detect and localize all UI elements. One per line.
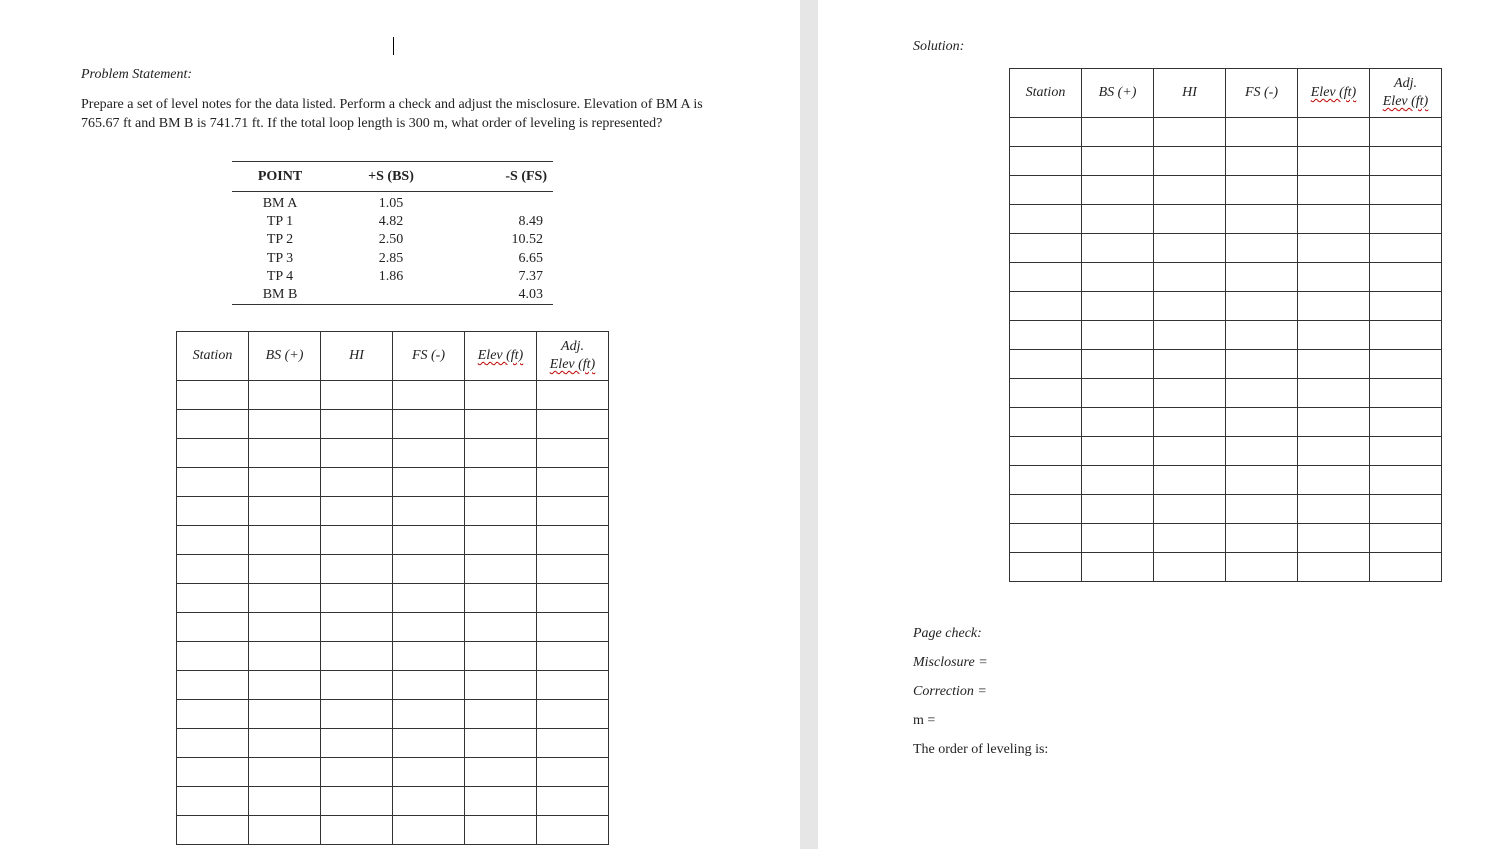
backsight-cell: 4.82	[378, 214, 404, 230]
grid-cell[interactable]	[321, 816, 393, 845]
grid-cell[interactable]	[465, 642, 537, 671]
grid-cell[interactable]	[1226, 379, 1298, 408]
grid-cell[interactable]	[465, 729, 537, 758]
grid-header-elev-text: Elev (ft)	[477, 348, 524, 363]
grid-cell[interactable]	[537, 700, 609, 729]
grid-cell[interactable]	[1010, 495, 1082, 524]
order-of-leveling-label: The order of leveling is:	[913, 742, 1049, 757]
grid-row	[177, 468, 609, 497]
backsight-cell: 2.50	[378, 232, 404, 248]
table-row	[232, 268, 553, 286]
grid-cell[interactable]	[1154, 234, 1226, 263]
grid-row	[177, 497, 609, 526]
grid-cell[interactable]	[465, 584, 537, 613]
grid-cell[interactable]	[249, 555, 321, 584]
grid-cell[interactable]	[1226, 234, 1298, 263]
grid-cell[interactable]	[1010, 147, 1082, 176]
grid-cell[interactable]	[249, 613, 321, 642]
grid-row	[1010, 437, 1442, 466]
grid-cell[interactable]	[465, 671, 537, 700]
grid-cell[interactable]	[465, 468, 537, 497]
grid-cell[interactable]	[1226, 292, 1298, 321]
grid-cell[interactable]	[1082, 147, 1154, 176]
grid-cell[interactable]	[1226, 263, 1298, 292]
misclosure-label: Misclosure =	[913, 655, 988, 670]
correction-label: Correction =	[913, 684, 987, 699]
grid-cell[interactable]	[1010, 379, 1082, 408]
grid-cell[interactable]	[321, 584, 393, 613]
grid-cell[interactable]	[393, 671, 465, 700]
grid-cell[interactable]	[1298, 205, 1370, 234]
grid-cell[interactable]	[1226, 466, 1298, 495]
grid-cell[interactable]	[249, 410, 321, 439]
grid-cell[interactable]	[537, 758, 609, 787]
grid-cell[interactable]	[1370, 176, 1442, 205]
grid-header-row	[177, 332, 609, 381]
grid-cell[interactable]	[1298, 350, 1370, 379]
grid-cell[interactable]	[393, 613, 465, 642]
grid-cell[interactable]	[465, 613, 537, 642]
grid-row	[177, 613, 609, 642]
grid-cell[interactable]	[321, 439, 393, 468]
grid-cell[interactable]	[1370, 205, 1442, 234]
grid-cell[interactable]	[1010, 553, 1082, 582]
grid-cell[interactable]	[537, 526, 609, 555]
grid-cell[interactable]	[1226, 524, 1298, 553]
grid-cell[interactable]	[1010, 321, 1082, 350]
grid-cell[interactable]	[1370, 408, 1442, 437]
table-row	[232, 250, 553, 268]
grid-cell[interactable]	[1010, 408, 1082, 437]
grid-cell[interactable]	[1154, 263, 1226, 292]
grid-row	[177, 700, 609, 729]
table-row	[232, 286, 553, 305]
grid-cell[interactable]	[177, 758, 249, 787]
grid-cell[interactable]	[537, 729, 609, 758]
grid-cell[interactable]	[393, 468, 465, 497]
grid-cell[interactable]	[1370, 524, 1442, 553]
grid-cell[interactable]	[1298, 147, 1370, 176]
backsight-cell: 1.05	[378, 196, 404, 211]
grid-row	[177, 410, 609, 439]
grid-header-elev[interactable]	[465, 332, 537, 381]
grid-cell[interactable]	[465, 787, 537, 816]
grid-cell[interactable]	[1082, 118, 1154, 147]
table-row	[232, 192, 553, 214]
grid-cell[interactable]	[1082, 321, 1154, 350]
grid-cell[interactable]	[393, 584, 465, 613]
problem-statement-text[interactable]: Prepare a set of level notes for the data listed. Perform a check and adjust the misclosure. Elevation of BM A is 765.67 ft and BM B is 741.71 ft. If the total loop length is 300 m, what order of leveling is represented?	[81, 97, 703, 131]
foresight-cell: 10.52	[511, 232, 543, 248]
grid-cell[interactable]	[1298, 263, 1370, 292]
grid-cell[interactable]	[537, 584, 609, 613]
grid-cell[interactable]	[321, 787, 393, 816]
grid-cell[interactable]	[1010, 350, 1082, 379]
foresight-cell	[454, 192, 553, 214]
backsight-cell: 1.86	[378, 269, 404, 285]
grid-cell[interactable]	[321, 729, 393, 758]
grid-cell[interactable]	[1154, 205, 1226, 234]
grid-header-hi[interactable]: HI	[1154, 69, 1226, 118]
grid-cell[interactable]	[1154, 176, 1226, 205]
grid-cell[interactable]	[1010, 437, 1082, 466]
grid-cell[interactable]	[393, 526, 465, 555]
grid-cell[interactable]	[177, 439, 249, 468]
grid-row	[177, 555, 609, 584]
grid-cell[interactable]	[249, 497, 321, 526]
grid-row	[1010, 263, 1442, 292]
grid-header-station[interactable]: Station	[177, 332, 249, 381]
grid-cell[interactable]	[465, 526, 537, 555]
grid-cell[interactable]	[1010, 176, 1082, 205]
grid-cell[interactable]	[1370, 379, 1442, 408]
grid-cell[interactable]	[321, 381, 393, 410]
grid-cell[interactable]	[1154, 466, 1226, 495]
grid-cell[interactable]	[537, 816, 609, 845]
foresight-cell: 7.37	[518, 269, 543, 285]
grid-header-adj-elev-text: Elev (ft)	[549, 357, 596, 372]
grid-cell[interactable]	[1154, 147, 1226, 176]
grid-cell[interactable]	[393, 555, 465, 584]
grid-cell[interactable]	[1010, 234, 1082, 263]
grid-row	[177, 584, 609, 613]
foresight-cell: 8.49	[518, 214, 543, 230]
grid-cell[interactable]	[1082, 176, 1154, 205]
grid-cell[interactable]	[1154, 408, 1226, 437]
grid-cell[interactable]	[1298, 466, 1370, 495]
grid-cell[interactable]	[249, 381, 321, 410]
header-backsight: +S (BS)	[328, 162, 454, 192]
solution-label: Solution:	[913, 39, 965, 54]
grid-cell[interactable]	[537, 439, 609, 468]
point-cell: TP 4	[266, 269, 294, 285]
grid-cell[interactable]	[1298, 379, 1370, 408]
grid-row	[177, 381, 609, 410]
grid-cell[interactable]	[1226, 205, 1298, 234]
grid-header-adj-elev-text: Elev (ft)	[1382, 94, 1429, 109]
grid-row	[1010, 321, 1442, 350]
grid-cell[interactable]	[249, 729, 321, 758]
grid-cell[interactable]	[537, 497, 609, 526]
grid-row	[177, 439, 609, 468]
grid-cell[interactable]	[393, 787, 465, 816]
grid-cell[interactable]	[1370, 118, 1442, 147]
grid-cell[interactable]	[1082, 524, 1154, 553]
grid-cell[interactable]	[1082, 495, 1154, 524]
grid-cell[interactable]	[1226, 495, 1298, 524]
grid-cell[interactable]	[1370, 234, 1442, 263]
grid-cell[interactable]	[1298, 408, 1370, 437]
grid-header-adj-elev[interactable]	[537, 332, 609, 381]
grid-cell[interactable]	[177, 816, 249, 845]
grid-cell[interactable]	[1082, 466, 1154, 495]
grid-cell[interactable]	[1298, 176, 1370, 205]
grid-cell[interactable]	[537, 787, 609, 816]
grid-cell[interactable]	[537, 468, 609, 497]
grid-cell[interactable]	[537, 410, 609, 439]
grid-row	[1010, 495, 1442, 524]
header-point: POINT	[232, 162, 328, 192]
grid-row	[177, 758, 609, 787]
grid-cell[interactable]	[1226, 176, 1298, 205]
grid-cell[interactable]	[1154, 379, 1226, 408]
grid-cell[interactable]	[393, 816, 465, 845]
grid-cell[interactable]	[1154, 350, 1226, 379]
grid-cell[interactable]	[1082, 292, 1154, 321]
grid-cell[interactable]	[249, 787, 321, 816]
grid-cell[interactable]	[393, 642, 465, 671]
foresight-cell: 4.03	[454, 286, 553, 305]
grid-cell[interactable]	[1082, 408, 1154, 437]
grid-cell[interactable]	[1010, 118, 1082, 147]
grid-cell[interactable]	[465, 381, 537, 410]
grid-cell[interactable]	[1370, 263, 1442, 292]
grid-cell[interactable]	[1370, 350, 1442, 379]
grid-header-elev[interactable]	[1298, 69, 1370, 118]
grid-cell[interactable]	[321, 758, 393, 787]
grid-header-adj-text: Adj.	[561, 339, 584, 354]
grid-cell[interactable]	[321, 671, 393, 700]
grid-cell[interactable]	[177, 584, 249, 613]
grid-cell[interactable]	[1298, 437, 1370, 466]
grid-cell[interactable]	[321, 497, 393, 526]
m-label: m =	[913, 713, 936, 728]
grid-row	[1010, 292, 1442, 321]
grid-header-elev-text: Elev (ft)	[1310, 85, 1357, 100]
grid-cell[interactable]	[177, 381, 249, 410]
grid-cell[interactable]	[1226, 553, 1298, 582]
grid-header-backsight[interactable]: BS (+)	[249, 332, 321, 381]
point-cell: TP 3	[266, 250, 294, 266]
grid-cell[interactable]	[321, 555, 393, 584]
grid-row	[177, 729, 609, 758]
grid-cell[interactable]	[177, 787, 249, 816]
document-page-right	[818, 0, 1490, 849]
table-row	[232, 231, 553, 249]
grid-cell[interactable]	[1010, 292, 1082, 321]
grid-row	[1010, 234, 1442, 263]
grid-cell[interactable]	[1082, 205, 1154, 234]
grid-row	[177, 787, 609, 816]
grid-cell[interactable]	[537, 555, 609, 584]
grid-row	[1010, 466, 1442, 495]
grid-cell[interactable]	[1082, 234, 1154, 263]
grid-cell[interactable]	[465, 410, 537, 439]
grid-cell[interactable]	[1370, 495, 1442, 524]
grid-body	[177, 381, 609, 845]
grid-cell[interactable]	[537, 381, 609, 410]
grid-cell[interactable]	[1370, 553, 1442, 582]
grid-cell[interactable]	[393, 729, 465, 758]
grid-cell[interactable]	[1298, 321, 1370, 350]
grid-cell[interactable]	[249, 439, 321, 468]
grid-cell[interactable]	[249, 584, 321, 613]
grid-cell[interactable]	[177, 526, 249, 555]
grid-cell[interactable]	[1298, 553, 1370, 582]
point-cell: BM A	[262, 196, 298, 211]
grid-cell[interactable]	[393, 439, 465, 468]
grid-cell[interactable]	[1370, 437, 1442, 466]
grid-cell[interactable]	[177, 700, 249, 729]
grid-cell[interactable]	[321, 700, 393, 729]
grid-cell[interactable]	[321, 613, 393, 642]
grid-cell[interactable]	[1082, 350, 1154, 379]
grid-cell[interactable]	[537, 671, 609, 700]
grid-header-adj-text: Adj.	[1394, 76, 1417, 91]
grid-cell[interactable]	[321, 410, 393, 439]
grid-header-backsight[interactable]: BS (+)	[1082, 69, 1154, 118]
grid-cell[interactable]	[249, 816, 321, 845]
grid-cell[interactable]	[537, 613, 609, 642]
grid-cell[interactable]	[321, 468, 393, 497]
grid-row	[1010, 350, 1442, 379]
grid-cell[interactable]	[1154, 437, 1226, 466]
grid-cell[interactable]	[393, 410, 465, 439]
grid-cell[interactable]	[1298, 118, 1370, 147]
grid-cell[interactable]	[1082, 553, 1154, 582]
grid-cell[interactable]	[1226, 437, 1298, 466]
grid-cell[interactable]	[177, 671, 249, 700]
grid-cell[interactable]	[1298, 292, 1370, 321]
table-row	[232, 213, 553, 231]
grid-cell[interactable]	[1010, 466, 1082, 495]
grid-cell[interactable]	[1226, 118, 1298, 147]
grid-cell[interactable]	[1154, 524, 1226, 553]
point-cell: TP 1	[266, 214, 294, 230]
grid-header-foresight[interactable]: FS (-)	[1226, 69, 1298, 118]
grid-cell[interactable]	[465, 700, 537, 729]
backsight-cell	[328, 286, 454, 305]
grid-cell[interactable]	[1082, 437, 1154, 466]
grid-cell[interactable]	[249, 758, 321, 787]
grid-cell[interactable]	[177, 497, 249, 526]
grid-cell[interactable]	[321, 642, 393, 671]
grid-cell[interactable]	[249, 642, 321, 671]
grid-cell[interactable]	[177, 729, 249, 758]
grid-cell[interactable]	[1370, 147, 1442, 176]
grid-cell[interactable]	[465, 758, 537, 787]
grid-cell[interactable]	[465, 439, 537, 468]
grid-cell[interactable]	[1154, 553, 1226, 582]
grid-cell[interactable]	[1370, 466, 1442, 495]
point-cell: BM B	[232, 286, 328, 305]
grid-cell[interactable]	[177, 468, 249, 497]
grid-cell[interactable]	[1226, 321, 1298, 350]
page-gutter	[800, 0, 818, 849]
grid-cell[interactable]	[321, 526, 393, 555]
level-notes-grid-right	[1009, 68, 1442, 582]
grid-row	[1010, 524, 1442, 553]
grid-cell[interactable]	[1226, 147, 1298, 176]
grid-cell[interactable]	[1370, 292, 1442, 321]
level-data-table	[232, 161, 553, 305]
grid-cell[interactable]	[1154, 495, 1226, 524]
grid-cell[interactable]	[177, 613, 249, 642]
grid-cell[interactable]	[1298, 524, 1370, 553]
level-notes-grid-left	[176, 331, 609, 845]
grid-cell[interactable]	[1010, 263, 1082, 292]
grid-row	[1010, 408, 1442, 437]
text-cursor	[393, 37, 394, 55]
data-table-header-row	[232, 162, 553, 192]
grid-cell[interactable]	[1298, 495, 1370, 524]
grid-header-hi[interactable]: HI	[321, 332, 393, 381]
point-cell: TP 2	[266, 232, 294, 248]
grid-cell[interactable]	[1010, 524, 1082, 553]
grid-cell[interactable]	[393, 758, 465, 787]
grid-cell[interactable]	[249, 526, 321, 555]
grid-row	[177, 671, 609, 700]
grid-cell[interactable]	[465, 816, 537, 845]
grid-cell[interactable]	[249, 671, 321, 700]
grid-row	[1010, 147, 1442, 176]
grid-cell[interactable]	[177, 555, 249, 584]
grid-cell[interactable]	[249, 700, 321, 729]
grid-cell[interactable]	[537, 642, 609, 671]
grid-cell[interactable]	[465, 497, 537, 526]
grid-cell[interactable]	[1226, 408, 1298, 437]
grid-header-row	[1010, 69, 1442, 118]
backsight-cell: 2.85	[378, 250, 404, 266]
grid-row	[1010, 118, 1442, 147]
grid-cell[interactable]	[177, 410, 249, 439]
grid-cell[interactable]	[1370, 321, 1442, 350]
grid-cell[interactable]	[393, 497, 465, 526]
problem-statement-label: Problem Statement:	[81, 67, 193, 82]
grid-cell[interactable]	[465, 555, 537, 584]
grid-header-adj-elev[interactable]	[1370, 69, 1442, 118]
grid-header-station[interactable]: Station	[1010, 69, 1082, 118]
grid-row	[1010, 379, 1442, 408]
grid-cell[interactable]	[1082, 263, 1154, 292]
grid-row	[177, 526, 609, 555]
grid-cell[interactable]	[1010, 205, 1082, 234]
grid-cell[interactable]	[393, 700, 465, 729]
grid-cell[interactable]	[1154, 321, 1226, 350]
grid-row	[1010, 205, 1442, 234]
header-foresight: -S (FS)	[454, 162, 553, 192]
grid-cell[interactable]	[1226, 350, 1298, 379]
grid-cell[interactable]	[1154, 118, 1226, 147]
grid-cell[interactable]	[1298, 234, 1370, 263]
grid-cell[interactable]	[249, 468, 321, 497]
foresight-cell: 6.65	[518, 250, 543, 266]
grid-header-foresight[interactable]: FS (-)	[393, 332, 465, 381]
grid-row	[177, 816, 609, 845]
page-check-label: Page check:	[913, 626, 982, 641]
grid-cell[interactable]	[1154, 292, 1226, 321]
grid-row	[177, 642, 609, 671]
grid-row	[1010, 176, 1442, 205]
grid-cell[interactable]	[177, 642, 249, 671]
grid-row	[1010, 553, 1442, 582]
grid-cell[interactable]	[393, 381, 465, 410]
grid-cell[interactable]	[1082, 379, 1154, 408]
grid-body	[1010, 118, 1442, 582]
